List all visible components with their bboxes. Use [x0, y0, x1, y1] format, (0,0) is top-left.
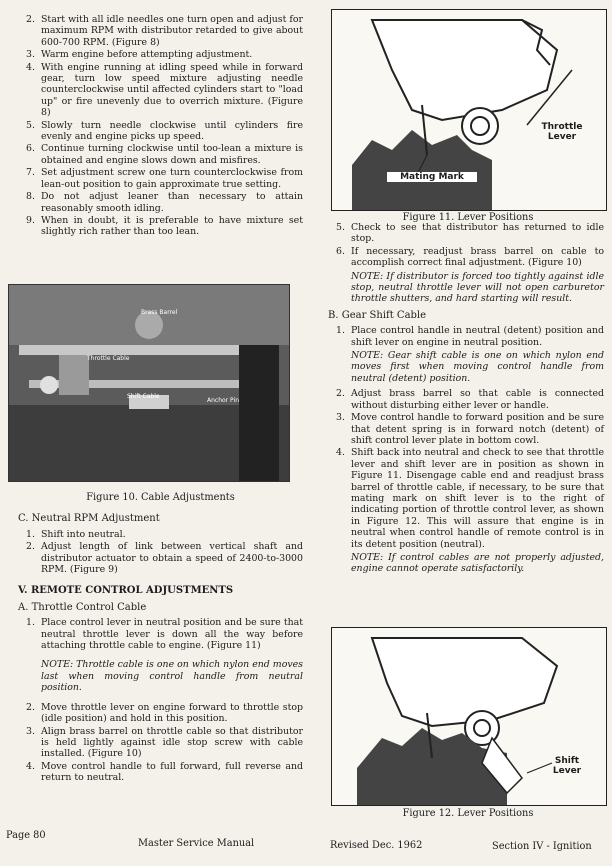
figure-10-caption: Figure 10. Cable Adjustments [86, 492, 235, 503]
label-anchor-pin: Anchor Pin [207, 397, 240, 404]
step-number: 6. [336, 245, 345, 257]
step-item [18, 49, 303, 60]
step-text: Continue turning clockwise until too-lean a mixture is obtained and engine slows down and misfires. [41, 143, 303, 166]
step-text: Shift into neutral. [41, 528, 126, 540]
step-number: 3. [26, 725, 35, 737]
step-item [18, 702, 303, 725]
step-text: Warm engine before attempting adjustment. [41, 49, 253, 61]
step-text: Adjust length of link between vertical shaft and distributor actuator to obtain a speed of 2400-to-3000 RPM. (Figure 9) [41, 541, 303, 576]
step-number: 1. [336, 325, 345, 337]
footer-manual: Master Service Manual [138, 838, 255, 849]
label-shift-lever: Shift Lever [552, 756, 582, 776]
step-text: Place control lever in neutral position and be sure that neutral throttle lever is down all the way before attaching throttle cable to engine. (Figure 11) [41, 617, 303, 652]
figure-12-box [331, 627, 607, 806]
step-number: 3. [26, 49, 35, 61]
shift-lever-illustration [332, 628, 606, 805]
step-number: 5. [336, 222, 345, 233]
footer-revised: Revised Dec. 1962 [330, 840, 423, 851]
left-lower-column [18, 492, 303, 785]
footer-page: Page 80 [6, 830, 46, 841]
step-item [18, 14, 303, 48]
step-number: 2. [26, 14, 35, 25]
step-item [18, 529, 303, 540]
gear-note-1: NOTE: Gear shift cable is one on which nylon end moves first when moving control handle from neutral (detent) position. [351, 350, 604, 384]
step-number: 2. [26, 541, 35, 553]
throttle-note: NOTE: Throttle cable is one on which nylon end moves last when moving control handle from neutral position. [41, 659, 303, 694]
step-number: 1. [26, 617, 35, 629]
step-item [18, 215, 303, 238]
gear-step-1 [328, 325, 604, 348]
footer-section: Section IV - Ignition [492, 841, 592, 852]
step-item [328, 222, 604, 245]
step-text: Shift back into neutral and check to see that throttle lever and shift lever are in position as shown in Figure 11. Disengage cable end and readjust brass barrel of throttle cable, if necessary, to be sure that mating mark on shift lever is to the right of indicating portion of throttle control lever, as shown in Figure 12. This will assure that engine is in neutral when control handle of remote control is in its detent position (neutral). [351, 447, 604, 550]
step-number: 6. [26, 143, 35, 155]
step-text: If necessary, readjust brass barrel on cable to accomplish correct final adjustment. (Figure 10) [351, 245, 604, 269]
step-text: Set adjustment screw one turn counterclockwise from lean-out position to gain approximate true setting. [41, 167, 303, 190]
label-shift-cable: Shift Cable [127, 393, 160, 400]
step-number: 4. [336, 447, 345, 459]
right-steps-a [328, 222, 604, 269]
step-text: Move control handle to full forward, full reverse and return to neutral. [41, 760, 303, 784]
step-number: 7. [26, 167, 35, 179]
step-item [18, 617, 303, 651]
step-number: 4. [26, 760, 35, 772]
figure-11-caption: Figure 11. Lever Positions [402, 212, 534, 223]
step-text: Align brass barrel on throttle cable so that distributor is held lightly against idle stop screw with cable installed. (Figure 10) [41, 725, 303, 760]
step-item [18, 143, 303, 166]
step-item [328, 246, 604, 269]
figure-12-caption: Figure 12. Lever Positions [402, 808, 534, 819]
step-text: Check to see that distributor has returned to idle stop. [351, 222, 604, 245]
label-throttle-cable: Throttle Cable [87, 355, 130, 362]
step-item [18, 62, 303, 119]
step-item [18, 541, 303, 575]
step-number: 1. [26, 528, 35, 540]
step-item [18, 167, 303, 190]
step-text: Move throttle lever on engine forward to throttle stop (idle position) and hold in this position. [41, 701, 303, 725]
figure-11-box [331, 9, 607, 211]
step-item [328, 447, 604, 550]
section-v-heading: V. REMOTE CONTROL ADJUSTMENTS [18, 585, 234, 597]
gear-steps [328, 388, 604, 550]
right-column [328, 222, 604, 579]
label-throttle-lever: Throttle Lever [541, 122, 583, 142]
section-c-heading: C. Neutral RPM Adjustment [18, 513, 160, 525]
section-b-heading: B. Gear Shift Cable [328, 309, 427, 321]
step-item [328, 388, 604, 411]
left-column [18, 14, 303, 239]
step-text: With engine running at idling speed while in forward gear, turn low speed mixture adjusting needle counterclockwise until affected cylinders start to "load up" or fire unevenly due to overrich mixture. (Figure 8) [41, 61, 303, 119]
step-item [18, 120, 303, 143]
step-item [18, 761, 303, 784]
sub-a-heading: A. Throttle Control Cable [18, 601, 147, 613]
step-number: 4. [26, 61, 35, 73]
step-text: Move control handle to forward position and be sure that detent spring is in forward notch (detent) of shift control lever plate in bottom cowl. [351, 412, 604, 446]
step-text: Start with all idle needles one turn open and adjust for maximum RPM with distributor retarded to give about 600-700 RPM. (Figure 8) [41, 14, 303, 48]
step-number: 9. [26, 214, 35, 226]
step-text: Do not adjust leaner than necessary to attain reasonably smooth idling. [41, 191, 303, 214]
distributor-note: NOTE: If distributor is forced too tightly against idle stop, neutral throttle lever will not open carburetor throttle shutters, and hard starting will result. [351, 270, 604, 305]
step-number: 3. [336, 412, 345, 424]
step-item [18, 726, 303, 760]
gear-note-2: NOTE: If control cables are not properly adjusted, engine cannot operate satisfactorily. [351, 551, 604, 575]
mixture-steps-list [18, 14, 303, 238]
step-text: Place control handle in neutral (detent) position and shift lever on engine in neutral position. [351, 325, 604, 348]
step-number: 8. [26, 191, 35, 203]
step-text: When in doubt, it is preferable to have mixture set slightly rich rather than too lean. [41, 214, 303, 238]
label-mating-mark: Mating Mark [387, 172, 477, 182]
step-number: 2. [336, 388, 345, 400]
step-item [18, 191, 303, 214]
figure-10-photo [8, 284, 290, 482]
label-brass-barrel: Brass Barrel [141, 309, 178, 316]
step-text: Slowly turn needle clockwise until cylinders fire evenly and engine picks up speed. [41, 119, 303, 143]
section-c-steps [18, 529, 303, 576]
step-text: Adjust brass barrel so that cable is connected without disturbing either lever or handle. [351, 388, 604, 411]
step-item [328, 412, 604, 446]
throttle-steps-1 [18, 617, 303, 651]
throttle-steps-2 [18, 702, 303, 784]
step-number: 5. [26, 119, 35, 131]
step-number: 2. [26, 701, 35, 713]
